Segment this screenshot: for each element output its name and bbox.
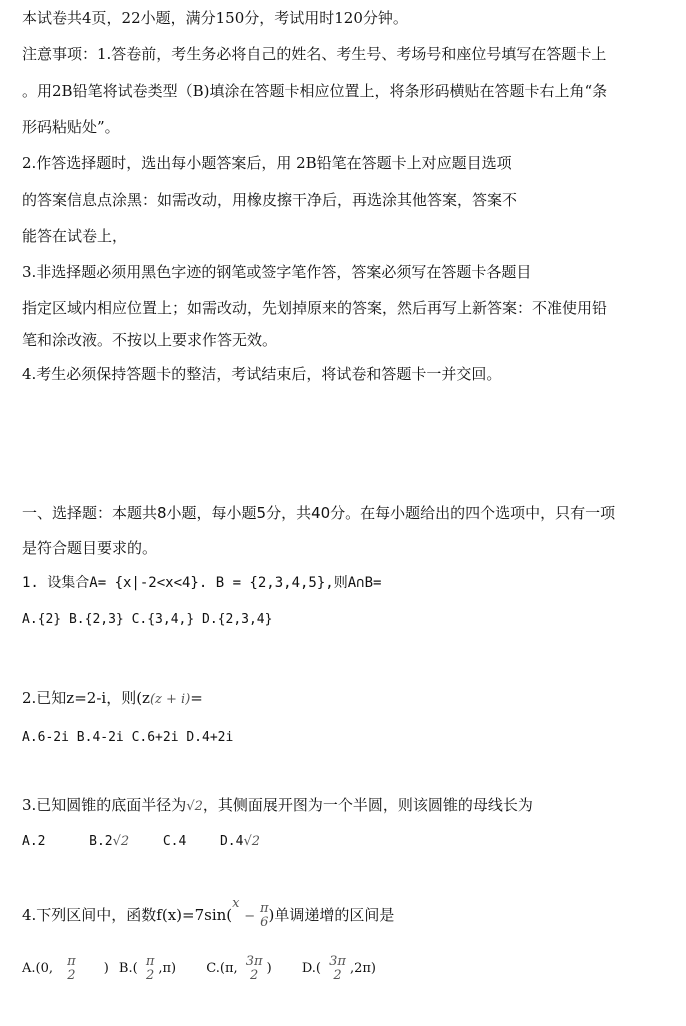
notice-item-3-line-3: 笔和涂改液。不按以上要求作答无效。 [22, 331, 278, 349]
question-3-stem-suffix: ，其侧面展开图为一个半圆，则该圆锥的母线长为 [202, 796, 533, 814]
question-2-stem-math: (z + i) [149, 692, 191, 707]
question-4-options [22, 946, 376, 992]
question-3-root: √2 [186, 799, 203, 814]
exam-intro: 本试卷共4页，22小题，满分150分，考试用时120分钟。 [22, 9, 408, 27]
notice-item-3-line-1: 3.非选择题必须用黑色字迹的钢笔或签字笔作答，答案必须写在答题卡各题目 [22, 263, 532, 281]
question-2-options: A.6-2i B.4-2i C.6+2i D.4+2i [22, 730, 234, 745]
question-3-option-d: D.4√2 [219, 834, 261, 849]
question-4-option-c: C.(π, 3π 2 ) [206, 953, 272, 983]
notice-line-1: 注意事项：1.答卷前，考生务必将自己的姓名、考生号、考场号和座位号填写在答题卡上 [22, 45, 607, 63]
section-heading-line-1: 一、选择题：本题共8小题，每小题5分，共40分。在每小题给出的四个选项中，只有一项 [22, 504, 616, 522]
section-heading-line-2: 是符合题目要求的。 [22, 539, 158, 557]
question-3-stem-prefix: 3.已知圆锥的底面半径为 [22, 796, 187, 814]
question-2-stem-prefix: 2.已知z=2-i，则(z [22, 689, 150, 707]
question-4-stem-suffix: )单调递增的区间是 [268, 906, 395, 924]
question-3-option-c: C.4 [162, 834, 187, 849]
notice-item-2-line-3: 能答在试卷上， [22, 227, 128, 245]
question-4-fraction: π 6 [259, 901, 269, 930]
question-1-stem: 1. 设集合A= {x|-2<x<4}. B = {2,3,4,5},则A∩B= [22, 575, 382, 591]
question-4-option-b: B.( π 2 ,π) [118, 953, 177, 983]
question-2-stem-suffix: = [190, 689, 203, 707]
notice-line-2: 。用2B铅笔将试卷类型（B)填涂在答题卡相应位置上，将条形码横贴在答题卡右上角“条 [22, 82, 608, 100]
notice-line-3: 形码粘贴处”。 [22, 118, 120, 136]
notice-item-2-line-1: 2.作答选择题时，选出每小题答案后，用 2B铅笔在答题卡上对应题目选项 [22, 154, 512, 172]
notice-item-2-line-2: 的答案信息点涂黑：如需改动，用橡皮擦干净后，再选涂其他答案，答案不 [22, 191, 518, 209]
question-2-stem [22, 688, 203, 710]
question-4-var-x: x [232, 896, 240, 911]
question-4-stem [22, 894, 394, 936]
question-3-options [22, 832, 260, 852]
notice-item-4: 4.考生必须保持答题卡的整洁，考试结束后，将试卷和答题卡一并交回。 [22, 365, 502, 383]
question-4-stem-prefix: 4.下列区间中，函数f(x)=7sin( [22, 906, 233, 924]
question-1-options: A.{2} B.{2,3} C.{3,4,} D.{2,3,4} [22, 612, 273, 627]
question-3-stem [22, 795, 533, 817]
question-4-option-d: D.( 3π 2 ,2π) [301, 953, 376, 983]
question-4-option-a: A.(0, π 2 ) [22, 953, 109, 983]
notice-item-3-line-2: 指定区域内相应位置上；如需改动，先划掉原来的答案，然后再写上新答案：不准使用铅 [22, 299, 608, 317]
question-3-option-b: B.2√2 [89, 834, 130, 849]
question-4-minus: − [244, 909, 256, 924]
question-3-option-a: A.2 [22, 834, 46, 849]
